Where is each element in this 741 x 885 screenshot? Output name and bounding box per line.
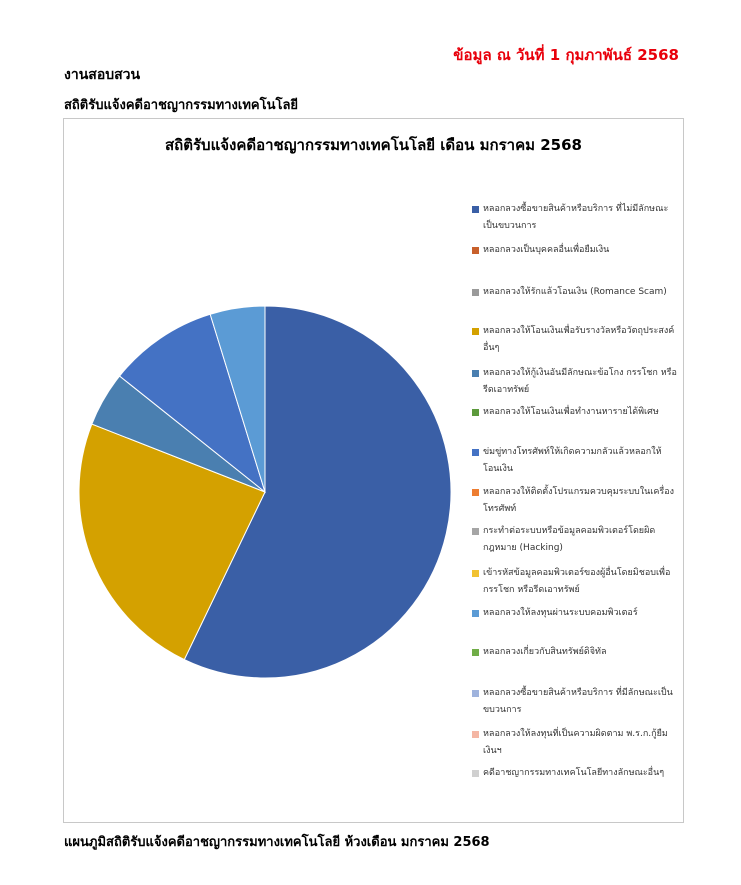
section-subtitle: สถิติรับแจ้งคดีอาชญากรรมทางเทคโนโลยี [64, 98, 299, 113]
legend-item [472, 242, 677, 259]
data-date-note: ข้อมูล ณ วันที่ 1 กุมภาพันธ์ 2568 [453, 46, 679, 64]
chart-title: สถิติรับแจ้งคดีอาชญากรรมทางเทคโนโลยี เดือน มกราคม 2568 [165, 136, 582, 154]
legend-item [472, 444, 677, 478]
legend-label: หลอกลวงให้ลงทุนผ่านระบบคอมพิวเตอร์ [483, 608, 638, 618]
legend-item [472, 605, 677, 622]
legend-item [472, 565, 677, 599]
legend-label: หลอกลวงให้โอนเงินเพื่อรับรางวัลหรือวัตถุประสงค์อื่นๆ [483, 326, 675, 353]
legend-item [472, 404, 677, 421]
legend-label: หลอกลวงให้ติดตั้งโปรแกรมควบคุมระบบในเครื่องโทรศัพท์ [483, 487, 675, 514]
legend-swatch [472, 328, 479, 335]
legend-item [472, 726, 677, 760]
legend-swatch [472, 731, 479, 738]
legend-item [472, 201, 677, 235]
legend-swatch [472, 690, 479, 697]
legend-label: หลอกลวงให้กู้เงินอันมีลักษณะข้อโกง กรรโชก หรือรีดเอาทรัพย์ [483, 368, 677, 395]
legend-swatch [472, 449, 479, 456]
legend-label: หลอกลวงให้ลงทุนที่เป็นความผิดตาม พ.ร.ก.กู้ยืมเงินฯ [483, 729, 668, 756]
legend-swatch [472, 370, 479, 377]
legend-label: กระทำต่อระบบหรือข้อมูลคอมพิวเตอร์โดยผิดกฎหมาย (Hacking) [483, 526, 656, 553]
legend-swatch [472, 610, 479, 617]
legend-label: เข้ารหัสข้อมูลคอมพิวเตอร์ของผู้อื่นโดยมิชอบเพื่อกรรโชก หรือรีดเอาทรัพย์ [483, 568, 671, 595]
legend-label: คดีอาชญากรรมทางเทคโนโลยีทางลักษณะอื่นๆ [483, 768, 665, 778]
legend-item [472, 644, 677, 661]
legend-label: หลอกลวงเกี่ยวกับสินทรัพย์ดิจิทัล [483, 647, 607, 657]
legend-item [472, 365, 677, 399]
legend-label: หลอกลวงให้รักแล้วโอนเงิน (Romance Scam) [483, 287, 667, 297]
legend-item [472, 323, 677, 357]
legend-swatch [472, 528, 479, 535]
legend-swatch [472, 570, 479, 577]
legend-swatch [472, 409, 479, 416]
legend-swatch [472, 247, 479, 254]
legend-label: หลอกลวงซื้อขายสินค้าหรือบริการ ที่มีลักษณะเป็นขบวนการ [483, 688, 673, 715]
chart-caption: แผนภูมิสถิติรับแจ้งคดีอาชญากรรมทางเทคโนโลยี ห้วงเดือน มกราคม 2568 [64, 835, 490, 850]
legend-item [472, 484, 677, 518]
legend-item [472, 685, 677, 719]
legend-swatch [472, 489, 479, 496]
legend-label: หลอกลวงให้โอนเงินเพื่อทำงานหารายได้พิเศษ [483, 407, 659, 417]
legend-label: หลอกลวงซื้อขายสินค้าหรือบริการ ที่ไม่มีลักษณะเป็นขบวนการ [483, 204, 669, 231]
legend-label: หลอกลวงเป็นบุคคลอื่นเพื่อยืมเงิน [483, 245, 610, 255]
legend-swatch [472, 206, 479, 213]
legend-swatch [472, 649, 479, 656]
legend-swatch [472, 289, 479, 296]
legend-item [472, 765, 677, 782]
legend-item [472, 284, 677, 301]
legend-label: ข่มขู่ทางโทรศัพท์ให้เกิดความกลัวแล้วหลอกให้โอนเงิน [483, 447, 662, 474]
section-title: งานสอบสวน [64, 67, 141, 83]
legend-item [472, 523, 677, 557]
chart-container [63, 118, 684, 823]
legend-swatch [472, 770, 479, 777]
